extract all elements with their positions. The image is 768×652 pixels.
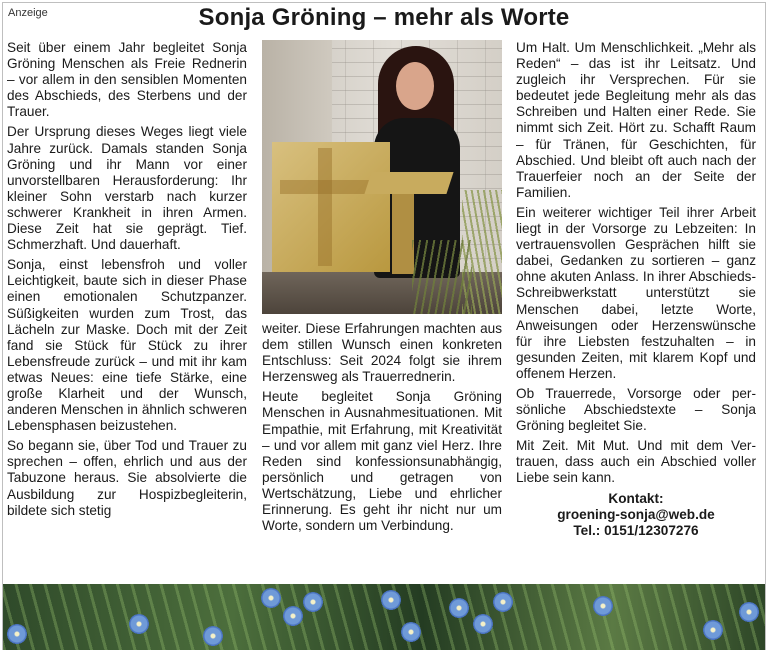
contact-phone[interactable]: Tel.: 0151/12307276 — [573, 522, 699, 538]
flower-icon — [401, 622, 421, 642]
ornamental-grass — [412, 240, 472, 314]
paragraph: Sonja, einst lebensfroh und voller Leichtigkeit, baute sich in dieser Phase einen emotionalen Schutzpanzer. Süßigkeiten wurden zum Trost, das Lächeln zur Maske. Doch mit der Zeit fand sie Stück für Stück zu ihrer Lebensfreude zurück – und mit ihr kam etwas Neues: eine tiefe Stärke, eine große Klarheit und der Wunsch, anderen Menschen in ähnlich schweren Lebensphasen beizustehen. — [7, 257, 247, 434]
flower-banner — [3, 584, 765, 650]
flower-icon — [381, 590, 401, 610]
paragraph: Mit Zeit. Mit Mut. Und mit dem Vertrauen, dass auch ein Abschied voller Liebe sein kann. — [516, 438, 756, 486]
paragraph: Um Halt. Um Menschlichkeit. „Mehr als Reden“ – das ist ihr Leitsatz. Und zugleich ihr Versprechen. Für sie bedeutet jede Begleitung mehr als das Schreiben und Halten einer Rede. Sie nimmt sich Zeit. Hört zu. Schafft Raum – für Tränen, für Geschichten, für Abschied. Und bleibt oft auch nach der Trauerfeier noch an der Seite der Familien. — [516, 40, 756, 200]
paragraph: Heute begleitet Sonja Gröning Menschen in Ausnahmesituationen. Mit Empathie, mit Erfahrung, mit Kreativität – und vor allem mit ganz viel Herz. Ihre Reden sind konfessionsunabhängig, persönlich und getragen von Wertschätzung, Liebe und ehrlicher Erinnerung. Es geht ihr nicht nur um Worte, sondern um Verbindung. — [262, 389, 502, 534]
speaker-face — [396, 62, 434, 110]
flower-icon — [593, 596, 613, 616]
paragraph: Ein weiterer wichtiger Teil ihrer Arbeit liegt in der Vorsorge zu Lebzeiten: In vertrauensvollen Gesprächen hilft sie dabei, Gedanken zu sortieren – ganz ohne akuten Anlass. In ihrer Abschieds-Schreibwerkstatt unterstützt sie Menschen dabei, letzte Worte, Anweisungen oder Herzenswünsche für ihre Liebsten festzuhalten – in gesunden Zeiten, mit klarem Kopf und offenem Herzen. — [516, 204, 756, 381]
contact-label: Kontakt: — [608, 490, 664, 506]
article-title: Sonja Gröning – mehr als Worte — [198, 4, 570, 31]
paragraph: Seit über einem Jahr begleitet Sonja Gröning Menschen als Freie Rednerin – vor allem in den sensiblen Momenten des Abschieds, des Sterbens und der Trauer. — [7, 40, 247, 120]
flower-icon — [303, 592, 323, 612]
lectern-post — [392, 194, 414, 274]
text-column-middle — [262, 321, 502, 538]
paragraph: So begann sie, über Tod und Trauer zu sprechen – offen, ehrlich und aus der Tabuzone heraus. Sie absolvierte die Ausbildung zur Hospizbegleiterin, bildete sich stetig — [7, 438, 247, 518]
cross-vertical — [318, 148, 332, 266]
flower-icon — [703, 620, 723, 640]
contact-email[interactable]: groening-sonja@web.de — [557, 506, 715, 522]
flower-icon — [129, 614, 149, 634]
ad-label: Anzeige — [8, 7, 48, 19]
paragraph: Der Ursprung dieses Weges liegt viele Jahre zurück. Damals standen Sonja Gröning und ihr Mann vor einer unvorstellbaren Herausforderung: Ihr kleiner Sohn verstarb nach kurzer schwerer Krankheit in ihren Armen. Diese Zeit hat sie geprägt. Tief. Schmerzhaft. Und dauerhaft. — [7, 124, 247, 253]
flower-icon — [283, 606, 303, 626]
flower-icon — [449, 598, 469, 618]
text-column-right — [516, 40, 756, 539]
lectern-top — [364, 172, 453, 194]
flower-icon — [473, 614, 493, 634]
flower-icon — [7, 624, 27, 644]
contact-block — [516, 491, 756, 539]
paragraph: weiter. Diese Erfahrungen machten aus dem stillen Wunsch einen konkreten Entschluss: Seit 2024 folgt sie ihrem Herzensweg als Trauerrednerin. — [262, 321, 502, 385]
text-column-left — [7, 40, 247, 523]
paragraph: Ob Trauerrede, Vorsorge oder persönliche Abschiedstexte – Sonja Gröning begleitet Sie. — [516, 385, 756, 434]
flower-icon — [203, 626, 223, 646]
portrait-photo — [262, 40, 502, 314]
flower-icon — [739, 602, 759, 622]
flower-icon — [493, 592, 513, 612]
flower-icon — [261, 588, 281, 608]
